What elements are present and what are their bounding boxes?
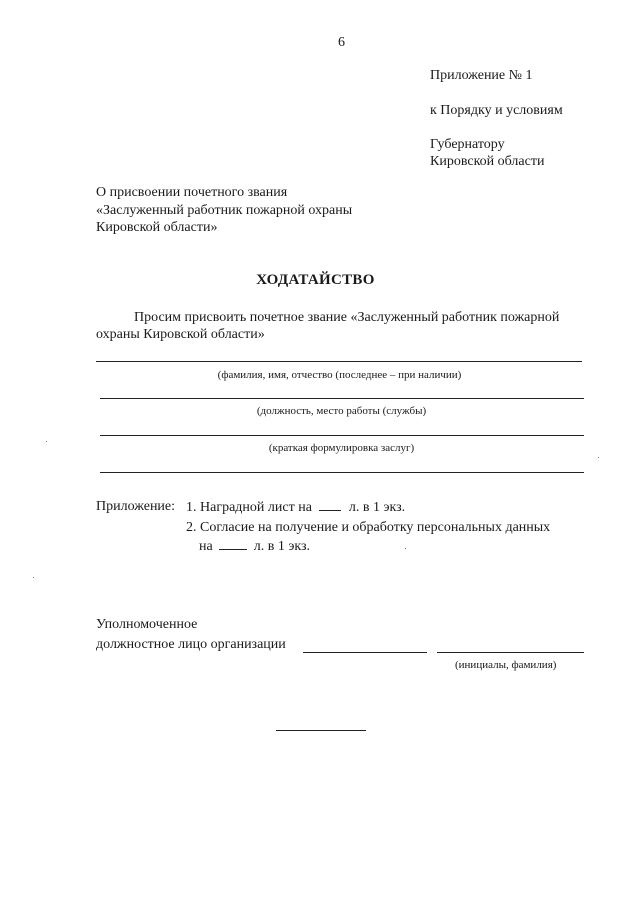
scan-speck	[46, 441, 47, 442]
addressee-line-1: Губернатору	[430, 137, 505, 152]
signatory-line-1: Уполномоченное	[96, 617, 198, 632]
merits-field-line	[100, 435, 584, 436]
attachments-label: Приложение:	[96, 499, 176, 514]
scan-speck	[598, 457, 599, 458]
full-name-field-line	[96, 361, 582, 362]
annex-number: Приложение № 1	[430, 68, 533, 83]
merits-continuation-line	[100, 472, 584, 473]
signature-line	[303, 652, 427, 653]
attachment-2-copies: л. в 1 экз.	[253, 539, 310, 554]
subject-line-3: Кировской области»	[96, 220, 218, 235]
subject-line-1: О присвоении почетного звания	[96, 185, 288, 200]
attachment-2-pages-blank	[219, 537, 247, 550]
attachment-1-text: 1. Наградной лист на	[186, 500, 312, 515]
attachment-1-pages-blank	[319, 498, 341, 511]
position-caption: (должность, место работы (службы)	[256, 405, 427, 417]
request-line-1: Просим присвоить почетное звание «Заслуженный работник пожарной	[134, 310, 560, 325]
subject-line-2: «Заслуженный работник пожарной охраны	[96, 203, 353, 218]
position-field-line	[100, 398, 584, 399]
annex-reference: к Порядку и условиям	[430, 103, 563, 118]
addressee-line-2: Кировской области	[430, 154, 545, 169]
full-name-caption: (фамилия, имя, отчество (последнее – при наличии)	[217, 369, 462, 381]
closing-separator	[276, 730, 366, 731]
page-number: 6	[338, 35, 345, 50]
attachment-item-1	[186, 498, 405, 516]
signatory-line-2: должностное лицо организации	[96, 637, 286, 652]
attachment-item-2: 2. Согласие на получение и обработку персональных данных	[186, 520, 551, 535]
scan-speck	[33, 577, 34, 578]
name-caption: (инициалы, фамилия)	[455, 659, 557, 671]
attachment-1-copies: л. в 1 экз.	[348, 500, 406, 515]
scan-speck	[405, 548, 406, 549]
request-line-2: охраны Кировской области»	[96, 327, 265, 342]
attachment-2-prefix: на	[199, 539, 213, 554]
document-title: ХОДАТАЙСТВО	[256, 272, 375, 288]
attachment-item-2-continued	[199, 537, 310, 555]
merits-caption: (краткая формулировка заслуг)	[268, 442, 415, 454]
name-line	[437, 652, 584, 653]
